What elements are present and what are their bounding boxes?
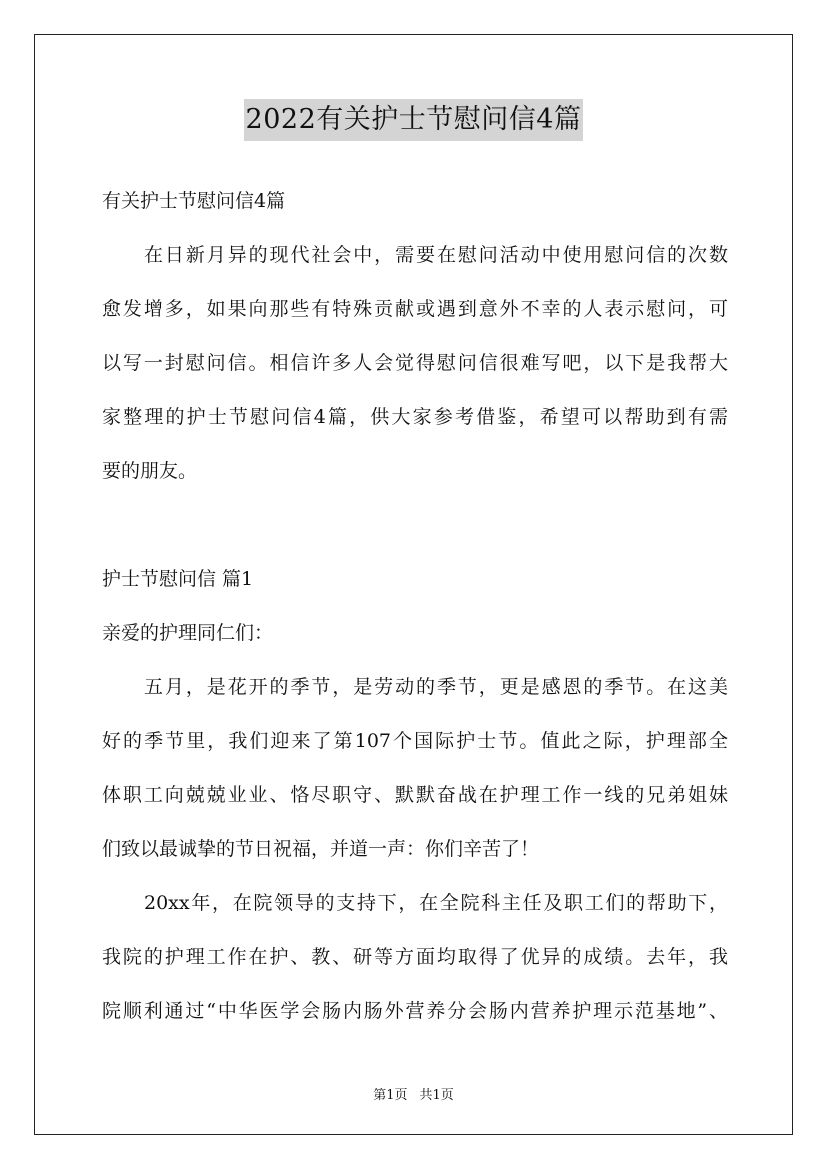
intro-paragraph	[102, 228, 728, 498]
paragraph-line: 我院的护理工作在护、教、研等方面均取得了优异的成绩。去年，我	[102, 946, 728, 968]
paragraph-line: 们致以最诚挚的节日祝福，并道一声：你们辛苦了！	[102, 838, 540, 860]
paragraph-line: 家整理的护士节慰问信4篇，供大家参考借鉴，希望可以帮助到有需	[102, 406, 728, 428]
page-footer	[0, 1084, 827, 1103]
blank-line	[102, 498, 728, 552]
page-total: 共1页	[419, 1088, 454, 1103]
paragraph-line: 五月，是花开的季节，是劳动的季节，更是感恩的季节。在这美	[144, 676, 728, 698]
letter-paragraph-2	[102, 876, 728, 1038]
section-heading: 护士节慰问信 篇1	[102, 568, 254, 590]
paragraph-line: 好的季节里，我们迎来了第107个国际护士节。值此之际，护理部全	[102, 730, 728, 752]
paragraph-line: 以写一封慰问信。相信许多人会觉得慰问信很难写吧，以下是我帮大	[102, 352, 728, 374]
title-container	[0, 99, 827, 141]
page-number: 第1页	[373, 1088, 408, 1103]
paragraph-line: 要的朋友。	[102, 460, 198, 482]
document-subtitle: 有关护士节慰问信4篇	[102, 190, 286, 212]
paragraph-line: 院顺利通过“中华医学会肠内肠外营养分会肠内营养护理示范基地”、	[102, 1000, 728, 1022]
paragraph-line: 愈发增多，如果向那些有特殊贡献或遇到意外不幸的人表示慰问，可	[102, 298, 728, 320]
document-body	[102, 174, 728, 1038]
letter-paragraph-1	[102, 660, 728, 876]
paragraph-line: 20xx年，在院领导的支持下，在全院科主任及职工们的帮助下，	[144, 892, 728, 914]
salutation: 亲爱的护理同仁们：	[102, 622, 274, 644]
paragraph-line: 在日新月异的现代社会中，需要在慰问活动中使用慰问信的次数	[144, 244, 728, 266]
paragraph-line: 体职工向兢兢业业、恪尽职守、默默奋战在护理工作一线的兄弟姐妹	[102, 784, 728, 806]
document-title: 2022有关护士节慰问信4篇	[244, 99, 584, 141]
